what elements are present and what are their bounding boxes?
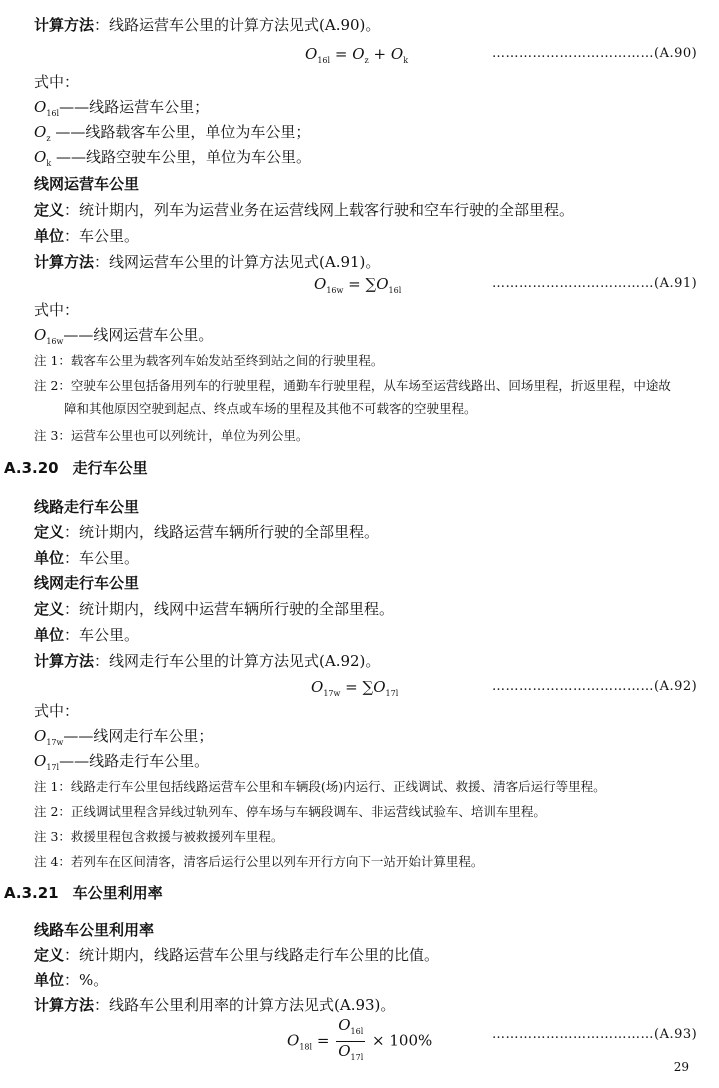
subsection-title: 线路车公里利用率 (34, 921, 155, 939)
unit-line: 单位：车公里。 (34, 227, 140, 245)
where-label: 式中： (34, 702, 80, 720)
definition-line: 定义：统计期内，线路运营车辆所行驶的全部里程。 (34, 523, 380, 541)
note-item: 注 4：若列车在区间清客，清客后运行公里以列车开行方向下一站开始计算里程。 (34, 854, 484, 869)
equation-number-a91: ………………………………(A.91) (492, 276, 698, 291)
note-item: 注 3：运营车公里也可以列统计，单位为列公里。 (34, 428, 309, 443)
subsection-title: 线网走行车公里 (34, 574, 140, 592)
definition-item: $O_{16l}——$线路运营车公里； (34, 98, 210, 118)
note-item: 注 1：载客车公里为载客列车始发站至终到站之间的行驶里程。 (34, 353, 384, 368)
equation-a91: $O_{16w} = \sum O_{16l}$ (314, 275, 402, 295)
unit-line: 单位：车公里。 (34, 549, 140, 567)
definition-line: 定义：统计期内，线网中运营车辆所行驶的全部里程。 (34, 600, 395, 618)
calc-method-line (34, 15, 380, 35)
calc-method-line: 计算方法：线网走行车公里的计算方法见式(A.92)。 (34, 652, 381, 670)
definition-line: 定义：统计期内，线路运营车公里与线路走行车公里的比值。 (34, 946, 440, 964)
equation-number-a93: ………………………………(A.93) (492, 1027, 698, 1042)
section-heading: A.3.21 车公里利用率 (4, 884, 163, 902)
where-label: 式中： (34, 301, 80, 319)
fraction: $\frac{O_{16l}}{O_{17l}}$ (338, 1016, 364, 1062)
equation-a90: $O_{16l} = O_z + O_k$ (305, 45, 409, 65)
unit-line: 单位：%。 (34, 971, 109, 989)
definition-item: $O_{16w}——$线网运营车公里。 (34, 326, 214, 346)
section-heading: A.3.20 走行车公里 (4, 459, 148, 477)
where-label: 式中： (34, 73, 80, 91)
definition-item: $O_{17l}——$线路走行车公里。 (34, 752, 210, 772)
subsection-title: 线网运营车公里 (34, 175, 140, 193)
note-item: 注 2：空驶车公里包括备用列车的行驶里程，通勤车行驶里程，从车场至运营线路出、回场里程，折返里程，中途故 (34, 378, 671, 393)
note-item: 注 2：正线调试里程含异线过轨列车、停车场与车辆段调车、非运营线试验车、培训车里程。 (34, 804, 546, 819)
definition-item: $O_k$ ——线路空驶车公里，单位为车公里。 (34, 148, 311, 168)
definition-item: $O_{17w}——$线网走行车公里； (34, 727, 214, 747)
calc-method-line: 计算方法：线路车公里利用率的计算方法见式(A.93)。 (34, 996, 396, 1014)
note-item: 注 3：救援里程包含救援与被救援列车里程。 (34, 829, 284, 844)
calc-method-text: ：线路运营车公里的计算方法见式(A.90)。 (94, 16, 381, 34)
page-number: 29 (673, 1060, 689, 1074)
calc-method-line: 计算方法：线网运营车公里的计算方法见式(A.91)。 (34, 253, 381, 271)
equation-a92: $O_{17w} = \sum O_{17l}$ (311, 678, 399, 698)
definition-line: 定义：统计期内，列车为运营业务在运营线网上载客行驶和空车行驶的全部里程。 (34, 201, 575, 219)
equation-number-a90: ………………………………(A.90) (492, 46, 698, 61)
equation-a93: $O_{18l}$ = $\frac{O_{16l}}{O_{17l}}$ × 100% (287, 1016, 432, 1067)
definition-item: $O_z$ ——线路载客车公里，单位为车公里； (34, 123, 311, 143)
equation-number-a92: ………………………………(A.92) (492, 679, 698, 694)
note-item: 注 1：线路走行车公里包括线路运营车公里和车辆段(场)内运行、正线调试、救援、清客后运行等里程。 (34, 779, 606, 794)
note-item-continued: 障和其他原因空驶到起点、终点或车场的里程及其他不可载客的空驶里程。 (64, 401, 477, 416)
calc-method-label: 计算方法 (34, 16, 95, 34)
subsection-title: 线路走行车公里 (34, 498, 140, 516)
unit-line: 单位：车公里。 (34, 626, 140, 644)
